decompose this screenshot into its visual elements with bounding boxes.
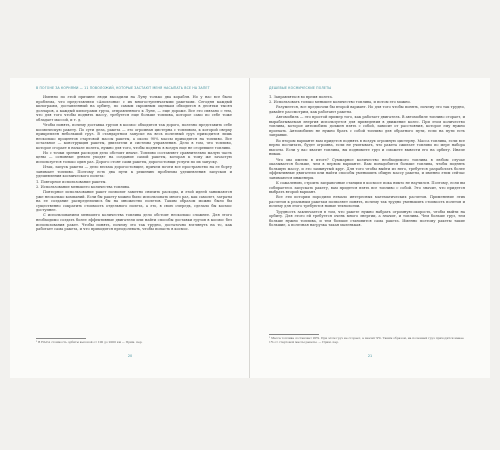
footnote: ¹ Масса топлива составляет 90%. При этом груз не сгорает, а значит 9%. Таким образом, на полезный груз приходится менее 1% от стартовой массы ракеты. — Прим. пер. [269, 336, 464, 344]
left-page-number: 20 [127, 354, 133, 358]
paragraph: Повторное использование ракет позволит заметно снизить расходы, и этой идеей занимаются уже несколько компаний. Если бы ракету можно было использовать много раз, как самолет, затраты на ее создание распределились бы на множество полетов. Таким образом можно было бы существенно сократить стоимость отдельного полета, а это, в свою очередь, сделало бы космос доступнее. [36, 190, 232, 213]
footnote-rule [269, 334, 319, 335]
left-page [10, 78, 250, 378]
paragraph: Чтобы понять, почему доставка грузов в космос обходится так дорого, полезно представить себе космическую ракету. По сути дела, ракета — это огромная цистерна с топливом, к которой сверху прикреплен небольшой груз. В стандартном запуске на весь полезный груз приходится лишь несколько процентов стартовой массы ракеты, а около 90% массы приходится на топливо. Все остальное — конструкция ракеты, двигатели и системы управления. Дело в том, что топливо, которое сгорает в начале полета, нужно для того, чтобы поднять в воздух еще не сгоревшее топливо. [36, 122, 232, 150]
paragraph: Трудность заключается в том, что ракете нужно набрать огромную скорость, чтобы выйти на орбиту. Для этого ей требуется очень много энергии, а значит, и топлива. Чем больше груз, тем больше нужно топлива, и тем больше становится сама ракета. Именно поэтому ракеты такие большие, а полезная нагрузка такая маленькая. [269, 209, 465, 228]
footnote-rule [36, 338, 86, 339]
right-page [250, 78, 490, 378]
right-footnotes [269, 334, 465, 344]
book-spread [10, 78, 490, 378]
left-body-text [36, 95, 232, 232]
paragraph: Все эти истории породили немало интересных математических расчетов. Применение этих расчетов к реальным ракетам позволяет понять, почему так трудно уменьшить стоимость полетов и почему для этого требуются новые технологии. [269, 195, 465, 209]
left-running-head: В ПОГОНЕ ЗА КОРНЯМИ — 11 ПОВОЛОЖИЙ, КОТОРЫЕ ЗАСТАЮТ МЕНЯ НАСЫПАТЬ ВСЕ НА ЗАПЕТ [36, 86, 210, 90]
paragraph: К сожалению, строить заправочные станции в космосе пока никто не научился. Поэтому, если вы собираетесь запускать ракету, вам придется взять все топливо с собой. Это значит, что придется выбрать второй вариант. [269, 180, 465, 195]
list-item: 1. Повторное использование ракеты. [36, 179, 107, 184]
right-page-number: 21 [367, 354, 373, 358]
paragraph: Разумеется, все предпочли бы второй вариант. Но для того чтобы понять, почему это так трудно, давайте рассмотрим, как работают ракеты. [269, 105, 465, 115]
list-item: 2. Использование меньшего количества топлива. [36, 184, 131, 189]
paragraph: Итак, запуск ракеты — дело весьма дорогостоящее, причем почти все пространство на ее борту занимает топливо. Поэтому есть два пути к решению проблемы удешевления запусков и удешевления космического полета: [36, 165, 232, 179]
paragraph: Во втором варианте вам придется поднять в воздух огромную цистерну. Масса топлива, если все верно посчитать, будет огромна, если не учитывать, что ракета сжигает топливо по мере набора высоты. Если у вас хватит топлива, вы поднимете груз и сможете вывести его на орбиту. Иначе никак. [269, 138, 465, 157]
paragraph: Именно по этой причине люди высадили на Луну только два корабля. Но у нас все было проблема, что представляли «Аполлоны» с их многоступенчатыми ракетами. Сегодня каждый килограмм, доставленный на орбиту, по самым скромным оценкам обходится в десятки тысяч долларов, а каждый килограмм груза, отправленного к Луне, — еще дороже. Все это связано с тем, что для того чтобы поднять массу, требуется еще больше топлива, которое само по себе тоже обладает массой, и т. д. [36, 95, 232, 122]
left-footnotes [36, 338, 232, 345]
list-item: 2. Использовать только меньшее количество топлива, и потом его можно. [269, 100, 411, 105]
paragraph: С использованием меньшего количества топлива дело обстоит несколько сложнее. Для этого необходимо создать более эффективные двигатели или найти способы доставки грузов в космос без использования ракет. Чтобы понять, почему это так трудно, достаточно взглянуть на то, как работает сама ракета, и что приходится преодолевать, чтобы попасть в космос. [36, 213, 232, 232]
right-running-head: ДЕШЕВЫЕ КОСМИЧЕСКИЕ ПОЛЕТЫ [269, 86, 332, 90]
list-item: 1. Заправляться во время полета. [269, 95, 333, 99]
paragraph: Что мы имеем в итоге? Суммарное количество необходимого топлива в любом случае оказывается больше, чем в первом варианте. Вам понадобится больше топлива, чтобы поднять большую массу, и это замкнутый круг. Для того чтобы выйти из него, требуется разработать более эффективные двигатели или найти способы уменьшить общую массу ракеты, и именно этим сейчас занимаются инженеры. [269, 157, 465, 180]
paragraph: Но с точки зрения расходов дело обстоит иначе. Топливо составляет сравнительно малую часть цены — основные деньги уходят на создание самой ракеты, которая к тому же зачастую используется только один раз. Дорого стоят сами ракеты, дорогостоящи услуги по их запуску. [36, 150, 232, 165]
paragraph: Автомобиль — это простой пример того, как работает двигатель. В автомобиле топливо сгорает, и вырабатываемая энергия используется для приведения в движение колес. При этом количество топлива, которое автомобиль должен взять с собой, зависит от расстояния, которое ему нужно проехать. Автомобилю не нужно брать с собой топливо для обратного пути, если на пути есть заправки. [269, 115, 465, 138]
footnote: ¹ В НАСА стоимость орбиты высокой от 100 до 2000 км — Прим. пер. [36, 339, 143, 344]
right-body-text [269, 95, 465, 229]
